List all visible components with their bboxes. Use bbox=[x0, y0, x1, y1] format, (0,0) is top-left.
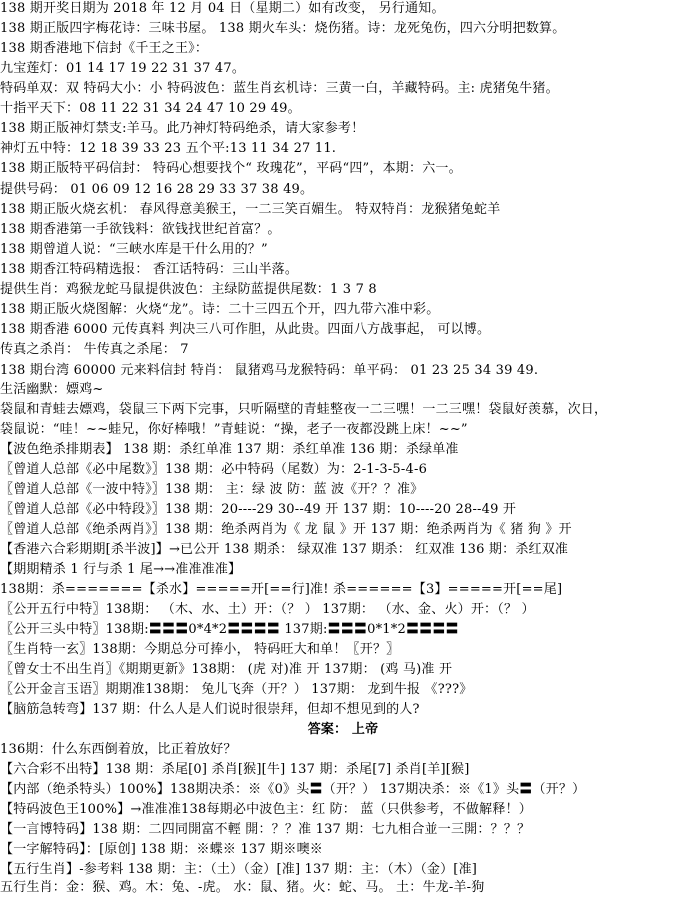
doc-line-zeng-wave: 〖曾道人总部《一波中特》〗138 期： 主：绿 波 防：蓝 波《开？？准》 bbox=[0, 482, 424, 497]
doc-line-hk-letter: 138 期香港地下信封《千王之王》： bbox=[0, 41, 209, 56]
doc-line-kill-water: 138期：杀=======【杀水】=====开[==行]准! 杀======【3】=====开[==尾] bbox=[0, 582, 563, 597]
doc-line-lotus-lamp: 九宝莲灯：01 14 17 19 22 31 37 47。 bbox=[0, 61, 246, 76]
doc-line-wave-table: 【波色绝杀排期表】 138 期：杀红单准 137 期：杀红单准 136 期：杀绿单准 bbox=[0, 442, 459, 457]
doc-line-element-map: 五行生肖：金：猴、鸡。木：兔、-虎。 水：鼠、猪。火：蛇、马。 土：牛龙-羊-狗 bbox=[0, 880, 485, 895]
doc-line-kill-row-tail: 【期期精杀 1 行与杀 1 尾→→准准准准】 bbox=[0, 562, 242, 577]
doc-line-odd-even: 特码单双：双 特码大小：小 特码波色：蓝生肖玄机诗：三黄一白，羊藏特码。主: 虎猪兔牛猪。 bbox=[0, 81, 559, 96]
doc-line-ms-zeng: 〖曾女士不出生肖〗《期期更新》138期： (虎 对)准 开 137期： (鸡 马)准 开 bbox=[0, 662, 453, 677]
doc-line-zodiac: 提供生肖：鸡猴龙蛇马鼠提供波色：主绿防蓝提供尾数：1 3 7 8 bbox=[0, 282, 377, 297]
doc-line-one-char: 【一字解特码】：[原创] 138 期：※蝶※ 137 期※噢※ bbox=[0, 842, 323, 857]
doc-line-taiwan-60000: 138 期台湾 60000 元来料信封 特肖： 鼠猪鸡马龙猴特码：单平码： 01 23 25 34 39 49. bbox=[0, 363, 539, 378]
doc-line-hk-half-wave: 【香港六合彩期期[杀半波]】→已公开 138 期杀： 绿双准 137 期杀： 红双准 136 期：杀红双准 bbox=[0, 542, 569, 557]
doc-line-no-special: 【六合彩不出特】138 期：杀尾[0] 杀肖[猴][牛] 137 期：杀尾[7] 杀肖[羊][猴] bbox=[0, 762, 470, 777]
doc-line-humor-title: 生活幽默：嫖鸡~ bbox=[0, 382, 104, 397]
doc-line-zodiac-mystery: 〖生肖特一玄〗138期：今期总分可捧小， 特码旺大和单！〖开？〗 bbox=[0, 642, 400, 657]
doc-line-first-hand: 138 期香港第一手欲钱料：欲钱找世纪首富？。 bbox=[0, 222, 281, 237]
doc-line-fax-kill: 传真之杀肖： 牛传真之杀尾： 7 bbox=[0, 342, 189, 357]
doc-line-numbers: 提供号码： 01 06 09 12 16 28 29 33 37 38 49。 bbox=[0, 182, 314, 197]
doc-line-fire-diagram: 138 期正版火烧图解：火烧“龙”。诗：二十三四五个开，四九带六准中彩。 bbox=[0, 302, 440, 317]
doc-line-answer: 答案： 上帝 bbox=[307, 722, 379, 737]
doc-line-xiangjiang: 138 期香江特码精选报： 香江话特码：三山半落。 bbox=[0, 262, 299, 277]
doc-line-wave-king: 【特码波色王100%】→准准准138每期必中波色主：红 防： 蓝（只供参考，不做解释！） bbox=[0, 802, 532, 817]
doc-line-golden-words: 〖公开金言玉语〗期期准138期： 兔儿飞奔（开？） 137期： 龙到牛报 《???》 bbox=[0, 682, 473, 697]
doc-line-five-elements: 〖公开五行中特〗138期： （木、水、土）开：（？ ） 137期： （水、金、火）开：（？ ） bbox=[0, 602, 535, 617]
doc-line-lamp-ban: 138 期正版神灯禁支:羊马。此乃神灯特码绝杀，请大家参考！ bbox=[0, 121, 365, 136]
doc-line-three-heads: 〖公开三头中特〗138期:〓〓〓0*4*2〓〓〓〓 137期:〓〓〓0*1*2〓〓〓〓 bbox=[0, 622, 459, 637]
doc-line-humor-1: 袋鼠和青蛙去嫖鸡，袋鼠三下两下完事，只听隔壁的青蛙整夜一二三嘿！一二三嘿！袋鼠好羡慕，次日， bbox=[0, 402, 608, 417]
doc-line-brain-teaser: 【脑筋急转弯】137 期：什么人是人们说时很崇拜，但却不想见到的人? bbox=[0, 702, 420, 717]
doc-line-fax-6000: 138 期香港 6000 元传真料 判决三八可作胆，从此贵。四面八方战事起， 可以博。 bbox=[0, 322, 491, 337]
doc-line-fire-riddle: 138 期正版火烧玄机： 春风得意美猴王，一二三笑百媚生。 特双特肖：龙猴猪兔蛇羊 bbox=[0, 202, 501, 217]
doc-line-five-zodiac: 【五行生肖】-参考料 138 期：主：（土）（金）[准] 137 期：主：（木）（金）[准] bbox=[0, 862, 478, 877]
doc-line-one-word-bet: 【一言博特码】138 期：二四同開富不輕 開：？？准 137 期：七九相合並一三開：？？？ bbox=[0, 822, 531, 837]
doc-line-flat-code: 138 期正版特平码信封： 特码心想要找个“ 玫瑰花”，平码“四”，本期：六一。 bbox=[0, 161, 462, 176]
doc-line-zeng-segment: 〖曾道人总部《必中特段》〗138 期：20----29 30--49 开 137 期：10----20 28--49 开 bbox=[0, 502, 517, 517]
doc-line-zeng-says: 138 期曾道人说：“三峡水库是干什么用的？” bbox=[0, 242, 268, 257]
doc-line-zeng-tail: 〖曾道人总部《必中尾数》〗138 期：必中特码（尾数）为：2-1-3-5-4-6 bbox=[0, 462, 428, 477]
doc-line-plum-poem: 138 期正版四字梅花诗：三味书屋。 138 期火车头：烧伤猪。诗：龙死兔伤，四六分明把数算。 bbox=[0, 21, 566, 36]
doc-line-136-riddle: 136期：什么东西倒着放，比正着放好？ bbox=[0, 742, 237, 757]
doc-line-ten-fingers: 十指平天下：08 11 22 31 34 24 47 10 29 49。 bbox=[0, 101, 301, 116]
doc-line-humor-2: 袋鼠说：“哇！~~蛙兄，你好棒哦！”青蛙说：“操，老子一夜都没跳上床！~~” bbox=[0, 422, 468, 437]
doc-line-lamp-five: 神灯五中特：12 18 39 33 23 五个平:13 11 34 27 11. bbox=[0, 141, 337, 156]
doc-line-zeng-kill-two: 〖曾道人总部《绝杀两肖》〗138 期：绝杀两肖为《 龙 鼠 》开 137 期：绝杀两肖为《 猪 狗 》开 bbox=[0, 522, 572, 537]
doc-line-inner-kill-head: 【内部（绝杀特头）100%】138期决杀：※《0》头〓（开？） 137期决杀：※《1》头〓（开？） bbox=[0, 782, 586, 797]
doc-line-draw-date: 138 期开奖日期为 2018 年 12 月 04 日（星期二）如有改变， 另行通知。 bbox=[0, 1, 445, 16]
